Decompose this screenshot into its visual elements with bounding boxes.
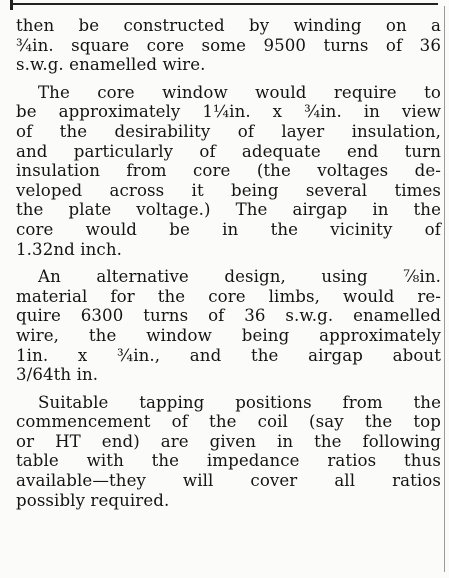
- text-line: or HT end) are given in the following: [16, 431, 441, 451]
- text-line: then be constructed by winding on a: [16, 16, 441, 35]
- text-line: insulation from core (the voltages de-: [16, 161, 441, 181]
- text-line: possibly required.: [16, 490, 170, 510]
- article-column: [16, 16, 441, 518]
- text-line: Suitable tapping positions from the: [38, 392, 441, 412]
- text-line: wire, the window being approximately: [16, 325, 441, 345]
- text-line: 3/64th in.: [16, 365, 99, 385]
- paragraph-1: [16, 16, 441, 75]
- text-line: core would be in the vicinity of: [16, 219, 441, 239]
- text-line: 1.32nd inch.: [16, 239, 122, 259]
- text-line: veloped across it being several times: [16, 180, 441, 200]
- text-line: quire 6300 turns of 36 s.w.g. enamelled: [16, 306, 441, 326]
- paragraph-2: [16, 83, 441, 259]
- text-line: 1in. x ¾in., and the airgap about: [16, 345, 441, 365]
- text-line: The core window would require to: [38, 82, 441, 102]
- text-line: available—they will cover all ratios: [16, 471, 441, 491]
- text-line: ¾in. square core some 9500 turns of 36: [16, 35, 441, 55]
- text-line: commencement of the coil (say the top: [16, 412, 441, 432]
- text-line: of the desirability of layer insulation,: [16, 121, 441, 141]
- top-rule: [10, 3, 438, 5]
- text-line: material for the core limbs, would re-: [16, 286, 441, 306]
- text-line: table with the impedance ratios thus: [16, 451, 441, 471]
- text-line: the plate voltage.) The airgap in the: [16, 200, 441, 220]
- paragraph-4: [16, 393, 441, 511]
- paragraph-3: [16, 267, 441, 385]
- top-rule-tick: [10, 0, 13, 10]
- text-line: be approximately 1¼in. x ¾in. in view: [16, 102, 441, 122]
- column-edge: [444, 6, 445, 572]
- text-line: and particularly of adequate end turn: [16, 141, 441, 161]
- text-line: An alternative design, using ⅞in.: [38, 267, 441, 287]
- text-line: s.w.g. enamelled wire.: [16, 55, 206, 75]
